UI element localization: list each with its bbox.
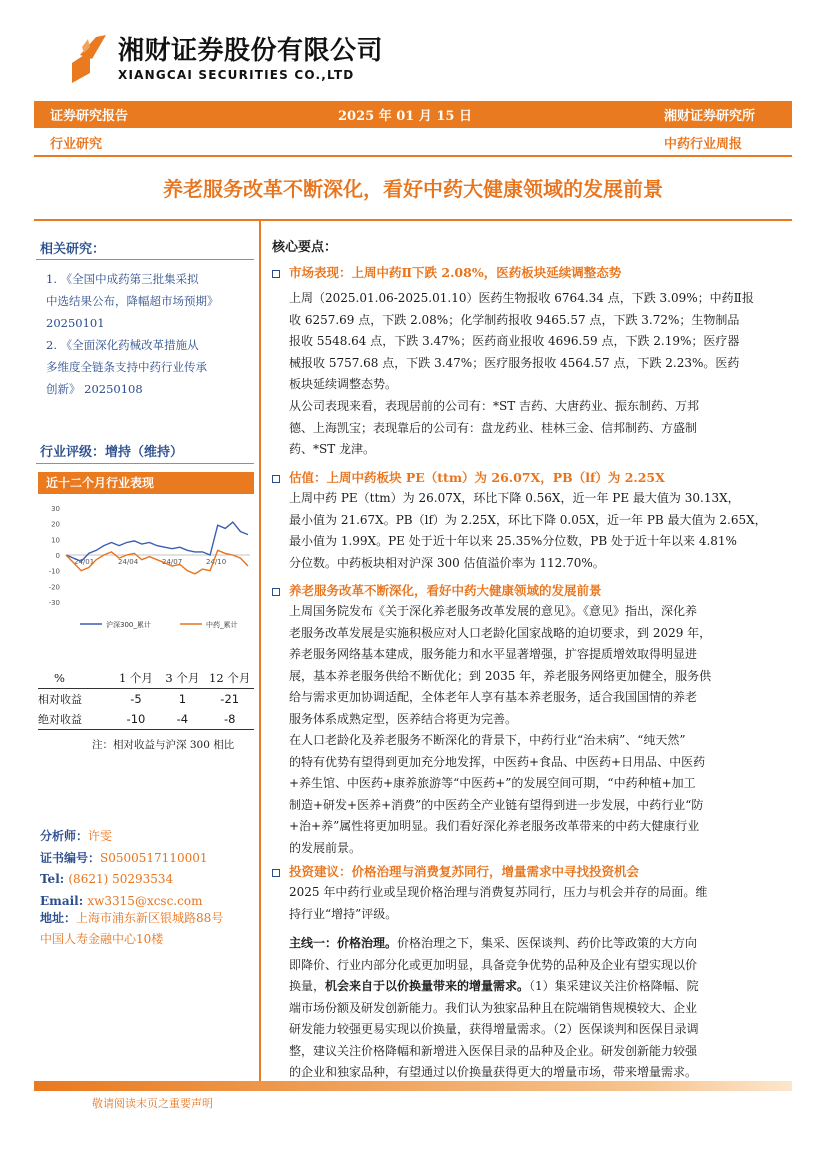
mainline-title: 主线一：价格治理。 bbox=[289, 936, 398, 950]
section-paragraph bbox=[289, 882, 785, 925]
text-line bbox=[289, 976, 785, 998]
related-research-heading: 相关研究： bbox=[40, 242, 106, 257]
header-divider bbox=[34, 155, 792, 157]
address-block bbox=[40, 908, 223, 950]
analyst-name: 许雯 bbox=[88, 829, 113, 843]
table-header-row bbox=[38, 668, 254, 689]
text-span: （1）集采建议关注价格降幅、院 bbox=[529, 979, 699, 993]
section-paragraph bbox=[289, 601, 785, 730]
company-logo bbox=[66, 33, 110, 85]
text-line: 从公司表现来看，表现居前的公司有：*ST 吉药、大唐药业、振东制药、万邦 bbox=[289, 399, 700, 413]
performance-table bbox=[38, 668, 254, 730]
analyst-info bbox=[40, 826, 255, 912]
text-line: 制造+研发+医养+消费”的中医药全产业链有望得到进一步发展，中药行业“防 bbox=[289, 797, 704, 812]
address-line2: 中国人寿金融中心10楼 bbox=[40, 932, 164, 946]
y-tick-label: -10 bbox=[48, 567, 60, 576]
text-line: 上周（2025.01.06-2025.01.10）医药生物报收 6764.34 点，下跌 3.09%；中药Ⅱ报 bbox=[289, 291, 754, 305]
text-line: 老服务改革发展是实施积极应对人口老龄化国家战略的迫切要求，到 2029 年， bbox=[289, 625, 712, 640]
cell-1m: -5 bbox=[130, 692, 142, 706]
footer-disclaimer[interactable]: 敬请阅读末页之重要声明 bbox=[92, 1097, 213, 1110]
company-name-cn: 湘财证券股份有限公司 bbox=[118, 36, 384, 66]
text-line: 收 6257.69 点，下跌 2.08%；化学制药报收 9465.57 点，下跌 3.72%；生物制品 bbox=[289, 312, 740, 327]
report-name: 中药行业周报 bbox=[664, 137, 743, 152]
text-line: 的企业和独家品种，有望通过以价换量获得更大的增量市场，带来增量需求。 bbox=[289, 1065, 698, 1079]
page-title: 养老服务改革不断深化，看好中药大健康领域的发展前景 bbox=[163, 177, 663, 201]
text-line: 端市场份额及研发创新能力。我们认为独家品种且在院端销售规模较大、企业 bbox=[289, 1000, 698, 1015]
y-tick-label: 10 bbox=[51, 536, 60, 545]
related-item-num: 1. bbox=[46, 272, 57, 286]
text-line: 上周中药 PE（ttm）为 26.07X，环比下降 0.56X，近一年 PE 最大值为 30.13X， bbox=[289, 491, 740, 505]
table-row bbox=[38, 709, 254, 730]
rating-divider bbox=[36, 463, 254, 464]
text-line bbox=[289, 933, 785, 955]
x-tick-label: 24/01 bbox=[74, 558, 95, 566]
report-date: 2025 年 01 月 15 日 bbox=[338, 109, 472, 124]
row-label: 绝对收益 bbox=[38, 713, 82, 726]
logo-mark-icon bbox=[66, 33, 110, 85]
checkbox-bullet-icon bbox=[272, 588, 280, 596]
footer-divider bbox=[34, 1081, 792, 1091]
emphasis-text: 机会来自于以价换量带来的增量需求。 bbox=[325, 979, 530, 993]
checkbox-bullet-icon bbox=[272, 270, 280, 278]
table-row bbox=[38, 689, 254, 710]
checkbox-bullet-icon bbox=[272, 475, 280, 483]
institute-name: 湘财证券研究所 bbox=[664, 109, 756, 124]
core-points-heading: 核心要点： bbox=[272, 240, 338, 255]
industry-rating: 行业评级：增持（维持） bbox=[40, 445, 184, 460]
table-note: 注：相对收益与沪深 300 相比 bbox=[92, 739, 235, 751]
section-heading-text: 市场表现：上周中药Ⅱ下跌 2.08%，医药板块延续调整态势 bbox=[289, 265, 622, 280]
legend-label: 沪深300_累计 bbox=[106, 621, 151, 629]
text-line: 2025 年中药行业或呈现价格治理与消费复苏同行，压力与机会并存的局面。维 bbox=[289, 885, 708, 899]
cell-12m: -8 bbox=[223, 712, 236, 726]
address-label: 地址： bbox=[40, 911, 77, 925]
related-item-date: 20250101 bbox=[46, 316, 105, 330]
text-line: 持行业“增持”评级。 bbox=[289, 906, 398, 921]
section-heading-investment bbox=[272, 862, 639, 880]
email-value[interactable]: xw3315@xcsc.com bbox=[87, 893, 203, 908]
related-item-num: 2. bbox=[46, 338, 57, 352]
text-line: 德、上海凯宝；表现靠后的公司有：盘龙药业、桂林三金、信邦制药、方盛制 bbox=[289, 420, 698, 435]
text-line: 研发能力较强更易实现以价换量，获得增量需求。（2）医保谈判和医保目录调 bbox=[289, 1022, 699, 1036]
company-name-en: XIANGCAI SECURITIES CO.,LTD bbox=[118, 68, 355, 82]
x-tick-label: 24/07 bbox=[162, 558, 183, 566]
cell-12m: -21 bbox=[220, 692, 240, 706]
cell-3m: 1 bbox=[178, 692, 187, 706]
text-line: 养老服务网络基本建成，服务能力和水平显著增强，扩容提质增效取得明显进 bbox=[289, 647, 698, 661]
table-header-cell: % bbox=[54, 671, 65, 685]
x-tick-label: 24/04 bbox=[118, 558, 139, 566]
text-line: 即降价、行业内部分化或更加明显，具备竞争优势的品种及企业有望实现以价 bbox=[289, 957, 698, 972]
analyst-label: 分析师： bbox=[40, 829, 89, 843]
text-span: 换量， bbox=[289, 979, 326, 993]
cell-1m: -10 bbox=[126, 712, 146, 726]
text-line: 最小值为 21.67X。PB（lf）为 2.25X，环比下降 0.05X，近一年 PB 最大值为 2.65X， bbox=[289, 512, 767, 527]
text-line: 整，建议关注价格降幅和新增进入医保目录的品种及企业。研发创新能力较强 bbox=[289, 1043, 698, 1058]
text-line: 服务体系成熟定型，医养结合将更为完善。 bbox=[289, 711, 518, 726]
text-line: 给与需求更加协调适配，全体老年人享有基本养老服务，适合我国国情的养老 bbox=[289, 690, 698, 704]
text-line: 的发展前景。 bbox=[289, 840, 362, 855]
related-item-title: 《全国中成药第三批集采拟 bbox=[60, 272, 199, 286]
related-item[interactable] bbox=[46, 268, 254, 334]
y-tick-label: 0 bbox=[55, 552, 60, 560]
section-heading-market bbox=[272, 263, 621, 281]
row-label: 相对收益 bbox=[38, 693, 82, 706]
performance-chart bbox=[38, 498, 254, 638]
cert-value: S0500517110001 bbox=[100, 850, 208, 865]
text-line: 展，基本养老服务供给不断优化；到 2035 年，养老服务网络更加健全，服务供 bbox=[289, 668, 712, 683]
text-line: 械报收 5757.68 点，下跌 3.47%；医疗服务报收 4564.57 点，下跌 2.23%。医药 bbox=[289, 355, 740, 370]
y-tick-label: 30 bbox=[51, 505, 60, 513]
section-heading-text: 估值：上周中药板块 PE（ttm）为 26.07X，PB（lf）为 2.25X bbox=[289, 470, 665, 485]
y-tick-label: 20 bbox=[51, 520, 60, 529]
related-item-date: 创新》 20250108 bbox=[46, 382, 143, 396]
cell-3m: -4 bbox=[176, 712, 189, 726]
section-heading-valuation bbox=[272, 468, 665, 486]
tel-label: Tel: bbox=[40, 872, 65, 886]
table-header-cell: 12 个月 bbox=[209, 671, 251, 685]
table-header-cell: 3 个月 bbox=[165, 671, 200, 685]
related-divider bbox=[36, 259, 254, 260]
legend-label: 中药_累计 bbox=[206, 621, 238, 629]
text-line: 上周国务院发布《关于深化养老服务改革发展的意见》。《意见》指出，深化养 bbox=[289, 604, 698, 618]
chart-box-title: 近十二个月行业表现 bbox=[46, 476, 155, 490]
checkbox-bullet-icon bbox=[272, 869, 280, 877]
text-line: 最小值为 1.99X。PE 处于近十年以来 25.35%分位数，PB 处于近十年以来 4.81% bbox=[289, 534, 737, 548]
text-line: 分位数。中药板块相对沪深 300 估值溢价率为 112.70%。 bbox=[289, 555, 605, 570]
tel-value: (8621) 50293534 bbox=[68, 872, 174, 886]
series-line bbox=[66, 522, 248, 561]
y-tick-label: -30 bbox=[48, 599, 60, 607]
text-line: +养生馆、中医药+康养旅游等“中医药+”的发展空间可期，“中药种植+加工 bbox=[289, 776, 696, 790]
email-label: Email: bbox=[40, 893, 84, 908]
section-heading-elderly-care bbox=[272, 581, 602, 599]
section-paragraph bbox=[289, 730, 785, 859]
address-line1: 上海市浦东新区银城路88号 bbox=[76, 911, 224, 925]
text-line: 报收 5548.64 点，下跌 3.47%；医药商业报收 4696.59 点，下跌 2.19%；医疗器 bbox=[289, 334, 740, 348]
related-item[interactable] bbox=[46, 334, 254, 400]
text-line: 药、*ST 龙津。 bbox=[289, 442, 376, 456]
x-tick-label: 24/10 bbox=[206, 558, 227, 566]
text-line: +治+养”属性将更加明显。我们看好深化养老服务改革带来的中药大健康行业 bbox=[289, 819, 700, 833]
report-type: 证券研究报告 bbox=[50, 109, 129, 124]
mainline-paragraph bbox=[289, 933, 785, 1084]
text-line: 的特有优势有望得到更加充分地发挥，中医药+食品、中医药+日用品、中医药 bbox=[289, 754, 706, 769]
cert-label: 证书编号： bbox=[40, 850, 101, 865]
section-paragraph bbox=[289, 488, 785, 574]
y-tick-label: -20 bbox=[48, 583, 60, 592]
text-line: 在人口老龄化及养老服务不断深化的背景下，中药行业“治未病”、“纯天然” bbox=[289, 733, 686, 747]
category: 行业研究 bbox=[50, 137, 103, 152]
text-span: 价格治理之下，集采、医保谈判、药价比等政策的大方向 bbox=[397, 936, 698, 950]
section-heading-text: 投资建议：价格治理与消费复苏同行，增量需求中寻找投资机会 bbox=[289, 864, 640, 879]
table-header-cell: 1 个月 bbox=[118, 671, 153, 685]
related-item-title-cont: 中选结果公布，降幅超市场预期》 bbox=[46, 294, 219, 308]
related-item-title: 《全面深化药械改革措施从 bbox=[60, 338, 199, 352]
text-line: 板块延续调整态势。 bbox=[289, 377, 398, 391]
section-heading-text: 养老服务改革不断深化，看好中药大健康领域的发展前景 bbox=[289, 583, 602, 598]
related-item-title-cont: 多维度全链条支持中药行业传承 bbox=[46, 360, 207, 374]
section-paragraph bbox=[289, 288, 785, 396]
section-paragraph bbox=[289, 396, 785, 461]
